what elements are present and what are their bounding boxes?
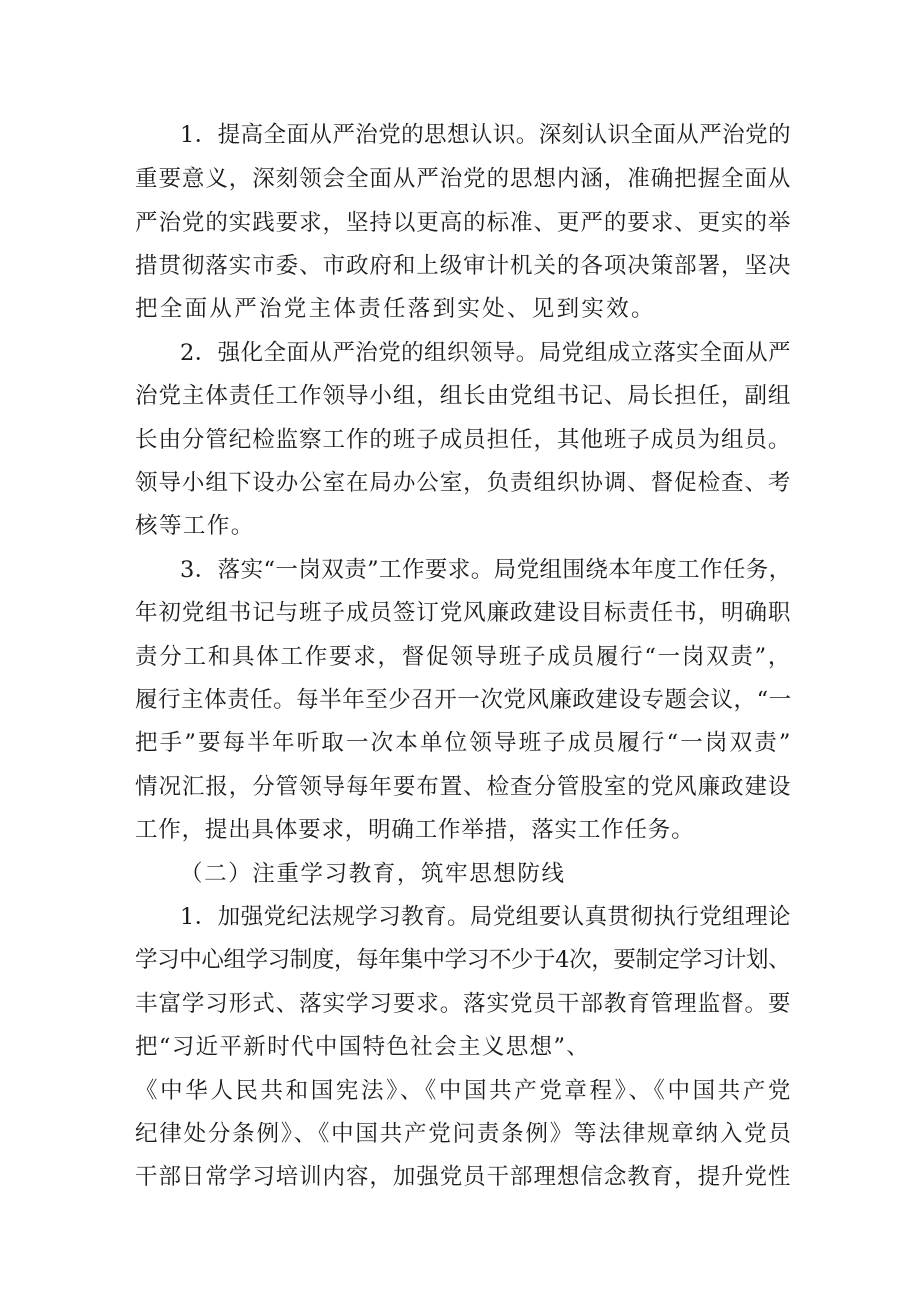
para-3-line-1: 3．落实“一岗双责”工作要求。局党组围绕本年度工作任务， [180, 557, 792, 583]
para-4-line-1: 1．加强党纪法规学习教育。局党组要认真贯彻执行党组理论 [180, 904, 791, 930]
para-2-line-3: 长由分管纪检监察工作的班子成员担任，其他班子成员为组员。 [135, 427, 792, 453]
para-3-line-4: 履行主体责任。每半年至少召开一次党风廉政建设专题会议，“一 [135, 687, 792, 713]
para-2-line-5: 核等工作。 [135, 513, 255, 539]
section-heading: （二）注重学习教育，筑牢思想防线 [180, 861, 566, 887]
para-4-line-2: 学习中心组学习制度，每年集中学习不少于4次，要制定学习计划、 [135, 947, 791, 973]
para-3-line-3: 责分工和具体工作要求，督促领导班子成员履行“一岗双责”， [135, 644, 793, 670]
para-4-line-3: 丰富学习形式、落实学习要求。落实党员干部教育管理监督。要 [135, 991, 792, 1017]
para-1-line-2: 重要意义，深刻领会全面从严治党的思想内涵，准确把握全面从 [135, 166, 792, 192]
para-3-line-6: 情况汇报，分管领导每年要布置、检查分管股室的党风廉政建设 [135, 774, 792, 800]
para-4-line-5: 《中华人民共和国宪法》、《中国共产党章程》、《中国共产党 [135, 1078, 794, 1104]
para-2-line-4: 领导小组下设办公室在局办公室，负责组织协调、督促检查、考 [135, 470, 792, 496]
para-3-line-5: 把手”要每半年听取一次本单位领导班子成员履行“一岗双责” [135, 730, 793, 756]
para-4-line-4: 把“习近平新时代中国特色社会主义思想”、 [135, 1034, 591, 1060]
para-1-line-4: 措贯彻落实市委、市政府和上级审计机关的各项决策部署，坚决 [135, 253, 792, 279]
para-1-line-1: 1．提高全面从严治党的思想认识。深刻认识全面从严治党的 [180, 122, 791, 148]
para-2-line-2: 治党主体责任工作领导小组，组长由党组书记、局长担任，副组 [135, 383, 792, 409]
para-4-line-7: 干部日常学习培训内容，加强党员干部理想信念教育，提升党性 [135, 1164, 792, 1190]
para-3-line-7: 工作，提出具体要求，明确工作举措，落实工作任务。 [135, 817, 695, 843]
para-4-line-6: 纪律处分条例》、《中国共产党问责条例》等法律规章纳入党员 [135, 1121, 793, 1147]
para-1-line-3: 严治党的实践要求，坚持以更高的标准、更严的要求、更实的举 [135, 210, 792, 236]
para-1-line-5: 把全面从严治党主体责任落到实处、见到实效。 [135, 296, 656, 322]
para-2-line-1: 2．强化全面从严治党的组织领导。局党组成立落实全面从严 [180, 340, 791, 366]
para-3-line-2: 年初党组书记与班子成员签订党风廉政建设目标责任书，明确职 [135, 600, 792, 626]
